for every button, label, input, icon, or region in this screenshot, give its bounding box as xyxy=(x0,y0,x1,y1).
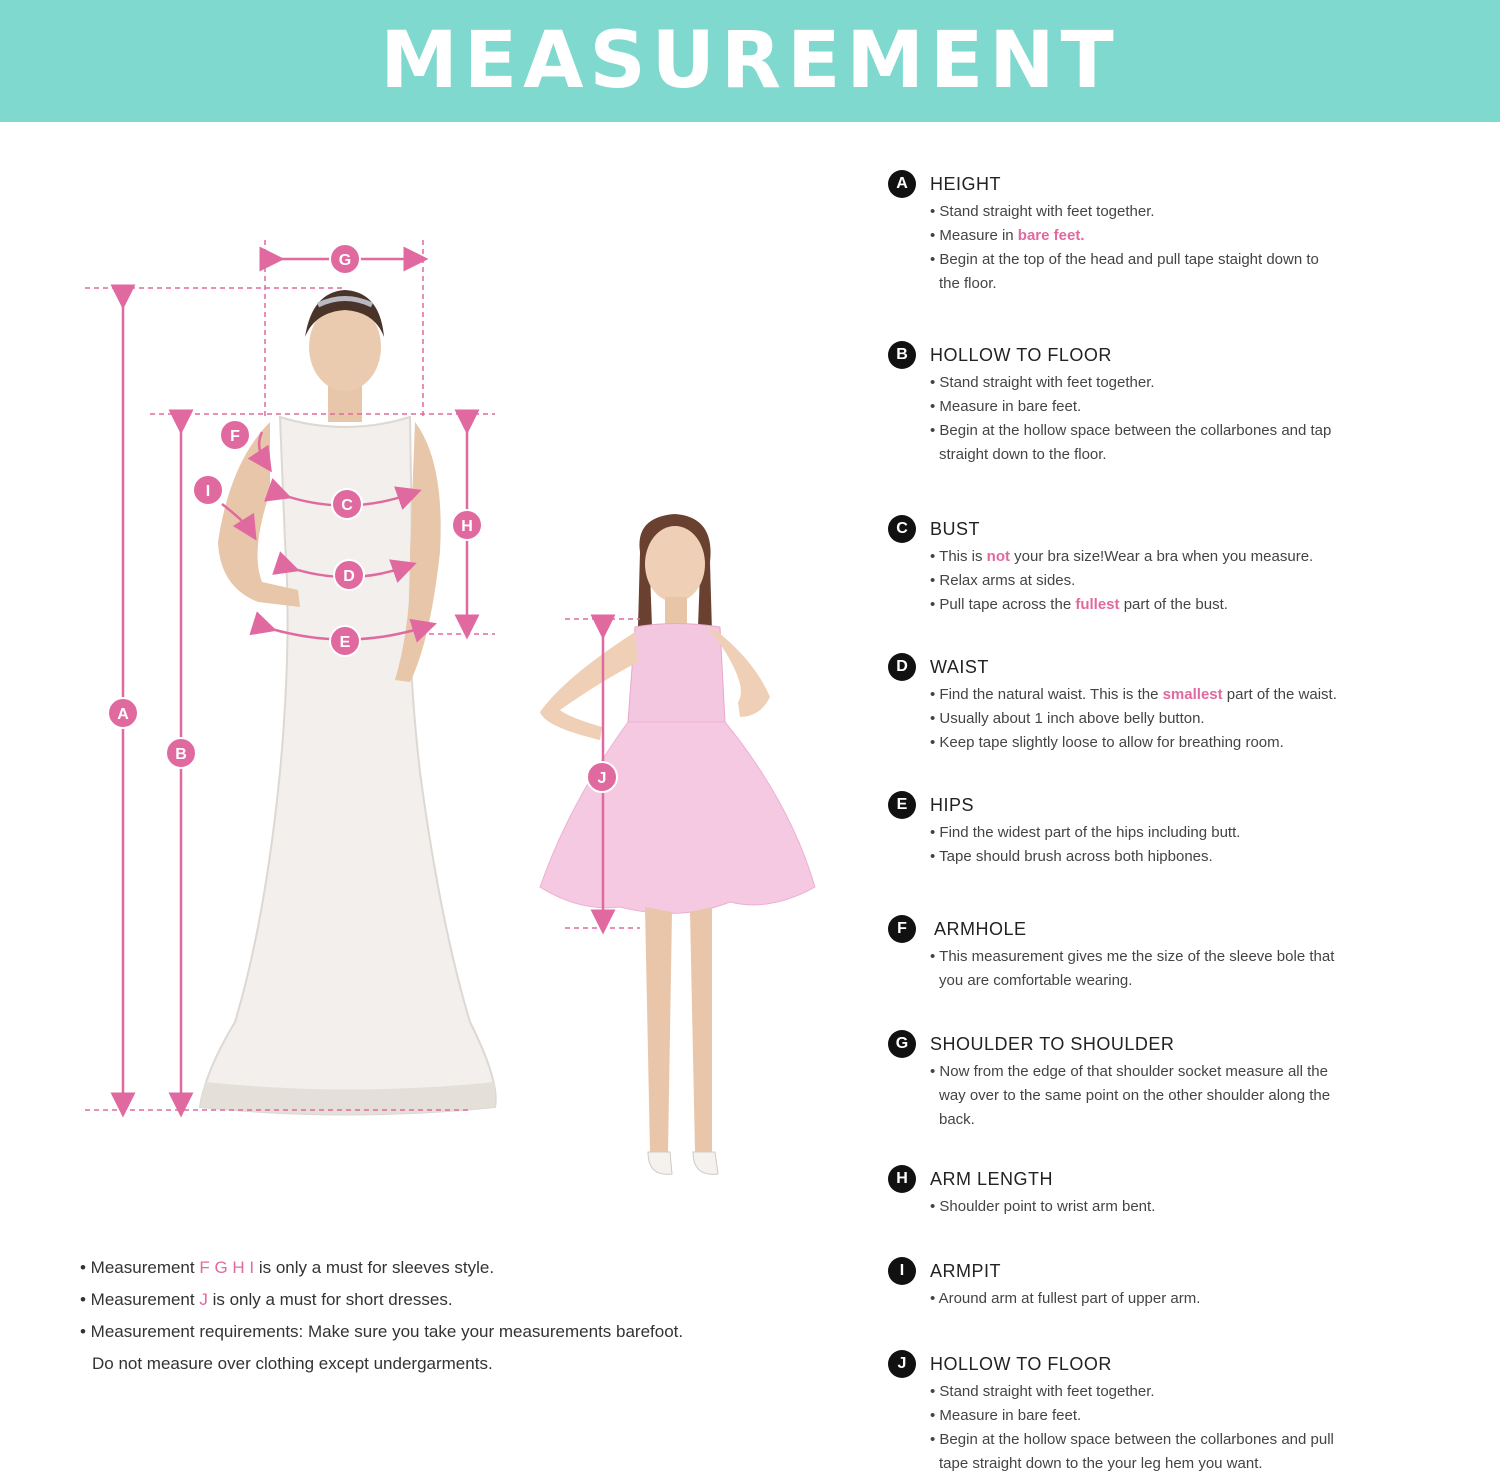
girl-head xyxy=(645,526,705,602)
girl-bodice xyxy=(628,624,725,729)
section-armhole xyxy=(888,915,1488,993)
bullet: • Usually about 1 inch above belly button. xyxy=(930,710,1205,727)
section-title: ARMHOLE xyxy=(934,918,1027,939)
note-requirements: • Measurement requirements: Make sure you take your measurements barefoot. xyxy=(80,1322,684,1341)
section-title: ARMPIT xyxy=(930,1260,1002,1281)
girl-shoes xyxy=(648,1152,718,1174)
bullet: • Begin at the hollow space between the collarbones and pull xyxy=(930,1431,1334,1448)
bullet: • Keep tape slightly loose to allow for breathing room. xyxy=(930,734,1284,751)
section-title: ARM LENGTH xyxy=(930,1168,1054,1189)
note-sleeves: • Measurement F G H I is only a must for sleeves style. xyxy=(80,1258,495,1277)
bullet-continuation: back. xyxy=(939,1111,975,1128)
bullet: • Tape should brush across both hipbones. xyxy=(930,848,1213,865)
badge-E: E xyxy=(888,791,916,819)
marker-B: B xyxy=(175,746,187,763)
note-highlight-fghi: F G H I xyxy=(199,1258,255,1277)
measurement-notes xyxy=(80,1252,840,1380)
section-title: HOLLOW TO FLOOR xyxy=(930,344,1112,365)
bullet: • This is not your bra size!Wear a bra when you measure. xyxy=(930,548,1314,565)
badge-D: D xyxy=(888,653,916,681)
bullet: • Stand straight with feet together. xyxy=(930,374,1155,391)
section-bust xyxy=(888,515,1488,617)
note-short-dresses: • Measurement J is only a must for short dresses. xyxy=(80,1290,453,1309)
bullet: • Around arm at fullest part of upper arm. xyxy=(930,1290,1201,1307)
note-highlight-j: J xyxy=(199,1290,208,1309)
marker-E: E xyxy=(339,634,351,651)
section-title: SHOULDER TO SHOULDER xyxy=(930,1033,1175,1054)
bullet-continuation: tape straight down to the your leg hem you want. xyxy=(939,1455,1263,1472)
section-height xyxy=(888,170,1488,296)
section-hips xyxy=(888,791,1488,869)
bullet-continuation: the floor. xyxy=(939,275,997,292)
bullet: • Shoulder point to wrist arm bent. xyxy=(930,1198,1156,1215)
badge-B: B xyxy=(888,341,916,369)
section-hollow-to-floor xyxy=(888,341,1488,467)
section-waist xyxy=(888,653,1488,755)
bullet: • Stand straight with feet together. xyxy=(930,203,1155,220)
bullet: • Pull tape across the fullest part of the bust. xyxy=(930,596,1228,613)
bullet: • Find the natural waist. This is the smallest part of the waist. xyxy=(930,686,1337,703)
marker-J: J xyxy=(597,770,607,787)
section-arm-length xyxy=(888,1165,1488,1219)
marker-C: C xyxy=(341,497,353,514)
bullet: • Measure in bare feet. xyxy=(930,398,1082,415)
section-shoulder-to-shoulder xyxy=(888,1030,1488,1132)
marker-I: I xyxy=(205,483,211,500)
marker-H: H xyxy=(461,518,473,535)
marker-F: F xyxy=(230,428,240,445)
bullet: • Stand straight with feet together. xyxy=(930,1383,1155,1400)
bullet: • Begin at the hollow space between the collarbones and tap xyxy=(930,422,1332,439)
section-title: HIPS xyxy=(930,794,975,815)
badge-C: C xyxy=(888,515,916,543)
girl-figure xyxy=(540,514,815,1174)
bullet: • Now from the edge of that shoulder socket measure all the xyxy=(930,1063,1328,1080)
bullet: • Begin at the top of the head and pull tape staight down to xyxy=(930,251,1319,268)
note-undergarments: Do not measure over clothing except undergarments. xyxy=(92,1354,493,1373)
header-banner xyxy=(0,0,1500,122)
section-hollow-to-floor-short xyxy=(888,1350,1488,1476)
bullet: • This measurement gives me the size of the sleeve bole that xyxy=(930,948,1335,965)
section-title: HOLLOW TO FLOOR xyxy=(930,1353,1112,1374)
figures-svg xyxy=(0,122,860,1232)
bullet-continuation: way over to the same point on the other shoulder along the xyxy=(939,1087,1331,1104)
bullet: • Relax arms at sides. xyxy=(930,572,1076,589)
marker-D: D xyxy=(343,568,355,585)
badge-H: H xyxy=(888,1165,916,1193)
girl-neck xyxy=(665,597,687,625)
marker-A: A xyxy=(117,706,129,723)
bullet: • Find the widest part of the hips including butt. xyxy=(930,824,1241,841)
badge-I: I xyxy=(888,1257,916,1285)
bullet: • Measure in bare feet. xyxy=(930,1407,1082,1424)
badge-G: G xyxy=(888,1030,916,1058)
badge-A: A xyxy=(888,170,916,198)
girl-left-arm xyxy=(540,632,638,740)
badge-J: J xyxy=(888,1350,916,1378)
page-title: MEASUREMENT xyxy=(380,16,1120,106)
girl-legs xyxy=(645,907,712,1152)
section-title: WAIST xyxy=(930,656,989,677)
bullet-continuation: you are comfortable wearing. xyxy=(939,972,1133,989)
girl-skirt xyxy=(540,722,815,913)
measurement-diagram xyxy=(0,122,860,1232)
section-title: BUST xyxy=(930,518,981,539)
bullet-continuation: straight down to the floor. xyxy=(939,446,1107,463)
section-title: HEIGHT xyxy=(930,173,1002,194)
marker-G: G xyxy=(338,252,352,269)
bullet: • Measure in bare feet. xyxy=(930,227,1085,244)
badge-F: F xyxy=(888,915,916,943)
section-armpit xyxy=(888,1257,1488,1311)
